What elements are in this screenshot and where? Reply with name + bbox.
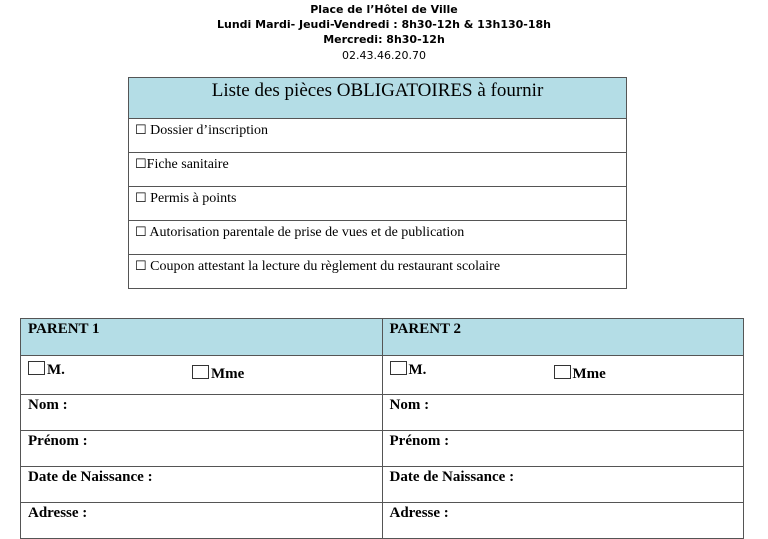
parent-1-address-field[interactable]: Adresse :	[21, 503, 383, 539]
wednesday-hours: Mercredi: 8h30-12h	[323, 33, 445, 46]
document-label: Dossier d’inscription	[146, 123, 268, 138]
document-label: Coupon attestant la lecture du règlement du restaurant scolaire	[146, 259, 501, 274]
town-hall-address: Place de l’Hôtel de Ville	[310, 3, 458, 16]
required-documents-list	[128, 77, 627, 289]
checkbox[interactable]: ☐	[135, 122, 147, 137]
opening-hours: Lundi Mardi- Jeudi-Vendredi : 8h30-12h & 13h130-18h	[217, 18, 551, 31]
checkbox[interactable]: ☐	[135, 156, 147, 171]
mrs-option[interactable]	[554, 364, 606, 384]
document-label: Fiche sanitaire	[146, 157, 229, 172]
parent-1-birth-date-field[interactable]: Date de Naissance :	[21, 467, 383, 503]
parent-2-first-name-field[interactable]: Prénom :	[382, 431, 744, 467]
parent-1-first-name-field[interactable]: Prénom :	[21, 431, 383, 467]
mr-option[interactable]	[390, 360, 427, 380]
checkbox[interactable]: ☐	[135, 190, 147, 205]
parent-1-civility	[21, 356, 383, 395]
document-item[interactable]	[129, 153, 626, 187]
parent-2-header: PARENT 2	[382, 319, 744, 356]
document-item[interactable]	[129, 221, 626, 255]
required-documents-title: Liste des pièces OBLIGATOIRES à fournir	[129, 78, 626, 119]
document-label: Permis à points	[146, 191, 237, 206]
document-item[interactable]	[129, 187, 626, 221]
parent-1-header: PARENT 1	[21, 319, 383, 356]
document-item[interactable]	[129, 255, 626, 288]
parents-table	[20, 318, 744, 539]
mrs-label: Mme	[211, 366, 245, 382]
mr-label: M.	[47, 362, 65, 378]
parent-1-last-name-field[interactable]: Nom :	[21, 395, 383, 431]
document-item[interactable]	[129, 119, 626, 153]
mrs-label: Mme	[572, 366, 606, 382]
document-label: Autorisation parentale de prise de vues et de publication	[146, 225, 465, 240]
parent-2-last-name-field[interactable]: Nom :	[382, 395, 744, 431]
parent-2-birth-date-field[interactable]: Date de Naissance :	[382, 467, 744, 503]
parent-2-address-field[interactable]: Adresse :	[382, 503, 744, 539]
phone-number: 02.43.46.20.70	[342, 49, 426, 62]
mr-label: M.	[408, 362, 427, 378]
checkbox[interactable]	[28, 361, 45, 375]
checkbox[interactable]	[390, 361, 407, 375]
checkbox[interactable]: ☐	[135, 258, 147, 273]
checkbox[interactable]	[554, 365, 571, 379]
parent-2-civility	[382, 356, 744, 395]
checkbox[interactable]: ☐	[135, 224, 147, 239]
mr-option[interactable]	[28, 360, 65, 380]
checkbox[interactable]	[192, 365, 209, 379]
mrs-option[interactable]	[192, 364, 244, 384]
